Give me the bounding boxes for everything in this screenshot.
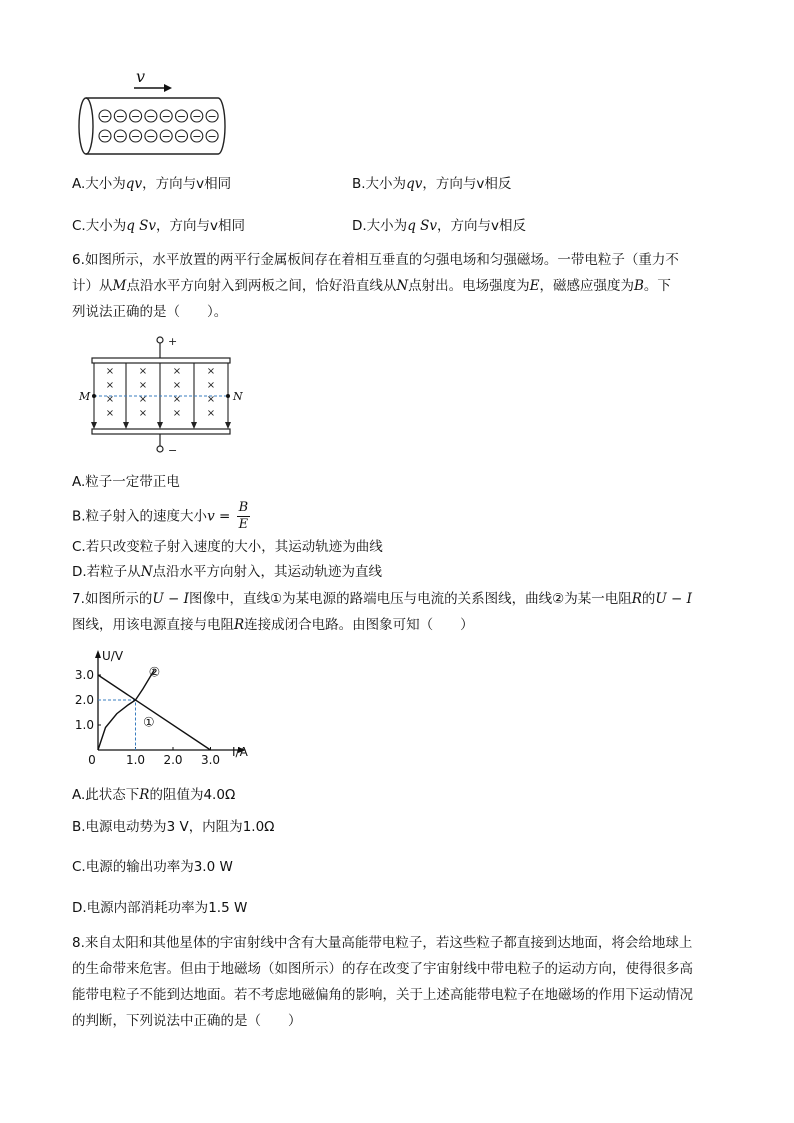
cross-mark: × [105,394,115,405]
q5-option-b[interactable] [352,174,511,194]
cross-mark: × [105,408,115,419]
q8-line-2: 的生命带来危害。但由于地磁场（如图所示）的存在改变了宇宙射线中带电粒子的运动方向，使得很多高 [72,961,693,977]
q7-l2-a: 图线，用该电源直接与电阻 [72,617,234,633]
q8-line-4: 的判断，下列说法中正确的是（ ） [72,1013,302,1029]
conductor-figure [72,68,232,160]
cylinder-right-end [218,98,225,154]
q7-l2-r: R [234,617,245,633]
negative-charge [114,110,126,123]
q6-l2-b: 点沿水平方向射入到两板之间，恰好沿直线从 [126,278,397,294]
negative-charge [176,130,188,143]
minus-label: − [168,444,178,457]
q8-stem [72,930,722,1034]
cross-mark: × [138,366,148,377]
q6-b-den: E [238,517,249,532]
q7-l1-a: 7.如图所示的 [72,591,153,607]
cross-mark: × [206,380,216,391]
svg-text:−: − [130,130,141,143]
q7-l2-b: 连接成闭合电路。由图象可知（ ） [244,617,474,633]
q7-d-prefix: D.电源内部消耗功率为 [72,900,209,916]
q5-d-prefix: D.大小为 [352,218,408,234]
cross-mark: × [138,394,148,405]
q6-l2-e: E [529,278,540,294]
q6-l2-f: 。下 [643,278,671,294]
series-2-label: ② [148,665,161,681]
svg-text:−: − [146,110,156,123]
y-tick-label: 2.0 [74,693,94,707]
point-n [226,394,230,398]
q6-l2-a: 计）从 [72,278,113,294]
operating-point-guide [98,700,136,750]
series-1-label: ① [143,715,155,731]
svg-text:−: − [100,110,110,123]
cross-mark: × [206,366,216,377]
q6-d-a: D.若粒子从 [72,564,141,580]
q6-line-2 [72,273,722,299]
q5-d-var: q Sv [407,218,437,234]
x-tick-label: 1.0 [125,753,146,767]
series-curve-2 [98,670,154,750]
cross-mark: × [138,380,148,391]
plus-label: + [168,335,178,348]
svg-text:−: − [146,130,156,143]
cross-mark: × [206,394,216,405]
q5-a-prefix: A.大小为 [72,176,126,192]
q6-option-c[interactable]: C.若只改变粒子射入速度的大小，其运动轨迹为曲线 [72,539,383,555]
q7-l1-ui: U − I [152,591,189,607]
q7-a-r: R [139,787,150,803]
parallel-plates-figure [76,334,248,458]
negative-charge [176,110,188,123]
negative-charge [130,130,142,143]
cross-mark: × [206,408,216,419]
svg-text:−: − [100,130,110,143]
negative-charge [99,110,111,123]
negative-charge [191,130,203,143]
negative-charge [145,110,157,123]
q7-a-suffix: 的阻值为 [149,787,204,803]
origin-label: 0 [88,753,96,767]
series-line-1 [98,675,211,750]
negative-charge [114,130,126,143]
q6-option-d[interactable] [72,562,382,582]
q7-c-val: 3.0 W [193,859,233,875]
q6-b-var: v [207,508,215,525]
bottom-plate [92,429,230,434]
q7-a-val: 4.0Ω [203,787,236,803]
q7-a-prefix: A.此状态下 [72,787,140,803]
q8-line-1: 8.来自太阳和其他星体的宇宙射线中含有大量高能带电粒子，若这些粒子都直接到达地面，将会给地球上 [72,935,693,951]
cross-mark: × [172,394,182,405]
svg-text:−: − [207,110,217,123]
q6-d-b: 点沿水平方向射入，其运动轨迹为直线 [152,564,382,580]
svg-text:−: − [207,130,217,143]
svg-text:−: − [192,110,202,123]
q7-option-a[interactable] [72,785,235,805]
q7-option-d[interactable] [72,898,247,918]
q7-b-prefix: B.电源电动势为 [72,819,167,835]
q7-b-val1: 3 V [166,819,189,835]
svg-text:−: − [192,130,202,143]
svg-text:−: − [115,130,125,143]
label-n: N [233,390,243,403]
q7-option-c[interactable] [72,857,233,877]
cross-mark: × [105,366,115,377]
charge-grid [99,110,218,143]
q5-d-suffix: ，方向与v相反 [437,218,526,234]
q5-a-var: qv [125,176,143,192]
q6-l2-d: ，磁感应强度为 [539,278,634,294]
negative-charge [206,110,218,123]
q6-b-fraction [237,500,251,533]
x-axis-label: I/A [232,745,248,759]
y-axis-arrow [95,650,101,658]
q7-b-val2: 1.0Ω [242,819,275,835]
svg-text:−: − [176,110,187,123]
q7-l1-b: 图像中，直线①为某电源的路端电压与电流的关系图线，曲线②为某一电阻 [189,591,632,607]
top-plate [92,358,230,363]
svg-text:−: − [130,110,141,123]
q6-line-3: 列说法正确的是（ ）。 [72,304,228,320]
q5-c-var: q Sv [126,218,157,234]
cross-mark: × [172,408,182,419]
q7-d-val: 1.5 W [208,900,248,916]
q7-l1-c: 的 [641,591,656,607]
axes [95,650,246,753]
svg-text:−: − [161,110,171,123]
negative-charge [160,130,172,143]
y-tick-label: 3.0 [74,668,94,682]
q7-b-mid: ，内阻为 [188,819,243,835]
svg-text:−: − [176,130,187,143]
q6-d-n: N [140,564,153,580]
q5-option-a[interactable] [72,174,231,194]
y-tick-label: 1.0 [74,718,94,732]
negative-charge [130,110,142,123]
u-i-graph [72,644,262,774]
velocity-label: v [136,68,146,86]
q5-a-suffix: ，方向与v相同 [142,176,232,192]
cylinder-left-end [79,98,93,154]
q6-b-prefix: B.粒子射入的速度大小 [72,508,208,525]
q8-line-3: 能带电粒子不能到达地面。若不考虑地磁偏角的影响，关于上述高能带电粒子在地磁场的作用下运动情况 [72,987,693,1003]
q5-c-suffix: ，方向与v相同 [156,218,246,234]
cross-mark: × [105,380,115,391]
y-axis-label: U/V [102,649,124,663]
q5-c-prefix: C.大小为 [72,218,127,234]
cross-mark: × [172,366,182,377]
q5-option-c[interactable] [72,216,245,236]
q6-option-b[interactable] [72,500,250,532]
negative-charge [145,130,157,143]
q7-c-prefix: C.电源的输出功率为 [72,859,194,875]
label-m: M [79,390,91,403]
q6-option-a[interactable]: A.粒子一定带正电 [72,474,180,490]
x-tick-label: 3.0 [200,753,221,767]
q5-b-prefix: B.大小为 [352,176,407,192]
velocity-arrowhead [164,84,172,92]
cylinder-body [86,98,218,154]
point-m [92,394,96,398]
q6-line-1: 6.如图所示，水平放置的两平行金属板间存在着相互垂直的匀强电场和匀强磁场。一带电粒子（重力不 [72,252,679,268]
q6-l2-bb: B [634,278,644,294]
q5-option-d[interactable] [352,216,526,236]
q5-b-suffix: ，方向与v相反 [422,176,512,192]
q6-l2-n: N [396,278,409,294]
q7-option-b[interactable] [72,817,274,837]
cross-mark: × [138,408,148,419]
cross-mark: × [172,380,182,391]
q6-stem [72,247,722,325]
negative-charge [191,110,203,123]
x-tick-label: 2.0 [163,753,183,767]
negative-charge [99,130,111,143]
q6-l2-m: M [112,278,127,294]
q5-b-var: qv [406,176,423,192]
bottom-terminal [157,446,163,452]
svg-text:−: − [161,130,171,143]
negative-charge [160,110,172,123]
top-terminal [157,337,163,343]
q7-l1-r: R [631,591,642,607]
q7-stem [72,586,722,638]
q6-b-eq: = [214,508,235,525]
q7-line-2 [72,612,722,638]
q7-l1-ui2: U − I [655,591,692,607]
svg-text:−: − [115,110,125,123]
q6-l2-c: 点射出。电场强度为 [408,278,530,294]
negative-charge [206,130,218,143]
q7-line-1 [72,586,722,612]
q6-b-num: B [238,500,249,515]
